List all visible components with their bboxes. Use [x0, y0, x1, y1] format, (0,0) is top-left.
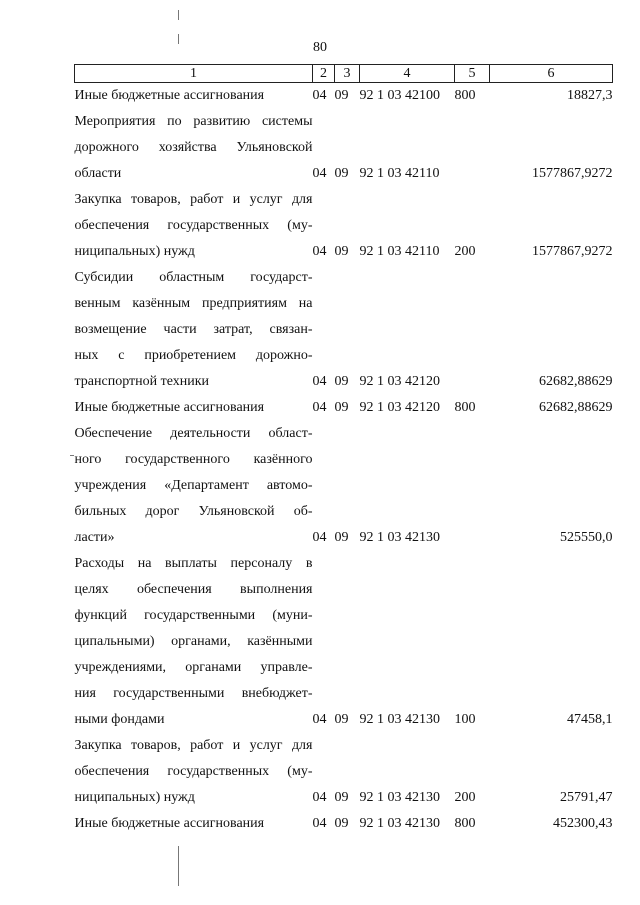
description-line: ниципальных) нужд — [74, 790, 195, 805]
description-line: Расходы на выплаты персоналу в — [74, 556, 313, 571]
amount: 1577867,9272 — [532, 244, 613, 259]
description-line: Иные бюджетные ассигнования — [74, 816, 265, 831]
section-code: 04 — [312, 400, 327, 415]
description-line: Субсидии областным государст- — [74, 270, 313, 285]
row-description — [75, 811, 313, 837]
table-row — [75, 83, 613, 110]
amount: 62682,88629 — [539, 400, 613, 415]
description-line: учреждения «Департамент автомо- — [74, 478, 313, 493]
description-line: дорожного хозяйства Ульяновской — [74, 140, 313, 155]
row-description — [75, 265, 313, 395]
expense-type-code: 800 — [454, 816, 476, 831]
description-line: обеспечения государственных (му- — [74, 764, 313, 779]
amount: 452300,43 — [553, 816, 613, 831]
scan-artifact-mark — [70, 455, 74, 456]
section-code: 04 — [312, 166, 327, 181]
description-line: ния государственными внебюджет- — [74, 686, 313, 701]
amount: 1577867,9272 — [532, 166, 613, 181]
table-header-row — [75, 65, 613, 83]
expense-type-code — [455, 265, 490, 395]
table-row — [75, 187, 613, 265]
subsection-code: 09 — [334, 400, 349, 415]
scan-artifact-mark — [178, 10, 179, 20]
description-line: венным казённым предприятиям на — [74, 296, 313, 311]
description-line: Закупка товаров, работ и услуг для — [74, 738, 313, 753]
description-line: ными фондами — [74, 712, 165, 727]
table-row — [75, 733, 613, 811]
amount: 47458,1 — [567, 712, 613, 727]
header-col-1: 1 — [75, 65, 313, 83]
row-description — [75, 187, 313, 265]
scan-artifact-mark — [178, 846, 179, 886]
section-code: 04 — [312, 530, 327, 545]
subsection-code: 09 — [334, 88, 349, 103]
target-article-code: 92 1 03 42120 — [359, 400, 440, 415]
description-line: бильных дорог Ульяновской об- — [74, 504, 313, 519]
row-description — [75, 551, 313, 733]
description-line: Обеспечение деятельности област- — [74, 426, 313, 441]
description-line: возмещение части затрат, связан- — [74, 322, 313, 337]
amount: 62682,88629 — [539, 374, 613, 389]
subsection-code: 09 — [334, 530, 349, 545]
target-article-code: 92 1 03 42110 — [359, 244, 440, 259]
row-description — [75, 421, 313, 551]
description-line: учреждениями, органами управле- — [74, 660, 313, 675]
page-number: 80 — [313, 40, 327, 55]
table-row — [75, 421, 613, 551]
header-col-2: 2 — [313, 65, 335, 83]
expense-type-code: 800 — [454, 88, 476, 103]
header-col-6: 6 — [490, 65, 613, 83]
expense-type-code — [455, 421, 490, 551]
target-article-code: 92 1 03 42130 — [359, 816, 440, 831]
target-article-code: 92 1 03 42130 — [359, 712, 440, 727]
row-description — [75, 109, 313, 187]
row-description — [75, 83, 313, 110]
description-line: целях обеспечения выполнения — [74, 582, 313, 597]
row-description — [75, 395, 313, 421]
expense-type-code: 200 — [454, 790, 476, 805]
target-article-code: 92 1 03 42120 — [359, 374, 440, 389]
budget-table — [74, 64, 613, 837]
description-line: области — [74, 166, 122, 181]
target-article-code: 92 1 03 42100 — [359, 88, 440, 103]
amount: 25791,47 — [560, 790, 613, 805]
target-article-code: 92 1 03 42110 — [359, 166, 440, 181]
scan-artifact-mark — [178, 34, 179, 44]
subsection-code: 09 — [334, 374, 349, 389]
expense-type-code — [455, 109, 490, 187]
description-line: ного государственного казённого — [74, 452, 313, 467]
description-line: функций государственными (муни- — [74, 608, 313, 623]
table-row — [75, 811, 613, 837]
subsection-code: 09 — [334, 712, 349, 727]
subsection-code: 09 — [334, 790, 349, 805]
header-col-4: 4 — [360, 65, 455, 83]
target-article-code: 92 1 03 42130 — [359, 530, 440, 545]
table-body — [75, 83, 613, 838]
description-line: ниципальных) нужд — [74, 244, 195, 259]
row-description — [75, 733, 313, 811]
description-line: Иные бюджетные ассигнования — [74, 88, 265, 103]
subsection-code: 09 — [334, 816, 349, 831]
section-code: 04 — [312, 816, 327, 831]
section-code: 04 — [312, 88, 327, 103]
subsection-code: 09 — [334, 244, 349, 259]
header-col-3: 3 — [335, 65, 360, 83]
expense-type-code: 100 — [454, 712, 476, 727]
table-row — [75, 551, 613, 733]
description-line: Мероприятия по развитию системы — [74, 114, 313, 129]
expense-type-code: 800 — [454, 400, 476, 415]
description-line: транспортной техники — [74, 374, 210, 389]
description-line: ласти» — [74, 530, 115, 545]
subsection-code: 09 — [334, 166, 349, 181]
section-code: 04 — [312, 374, 327, 389]
table-row — [75, 395, 613, 421]
table-row — [75, 109, 613, 187]
section-code: 04 — [312, 244, 327, 259]
table-row — [75, 265, 613, 395]
description-line: обеспечения государственных (му- — [74, 218, 313, 233]
description-line: ных с приобретением дорожно- — [74, 348, 313, 363]
description-line: Иные бюджетные ассигнования — [74, 400, 265, 415]
description-line: Закупка товаров, работ и услуг для — [74, 192, 313, 207]
target-article-code: 92 1 03 42130 — [359, 790, 440, 805]
amount: 18827,3 — [567, 88, 613, 103]
description-line: ципальными) органами, казёнными — [74, 634, 313, 649]
section-code: 04 — [312, 712, 327, 727]
header-col-5: 5 — [455, 65, 490, 83]
expense-type-code: 200 — [454, 244, 476, 259]
amount: 525550,0 — [560, 530, 613, 545]
section-code: 04 — [312, 790, 327, 805]
